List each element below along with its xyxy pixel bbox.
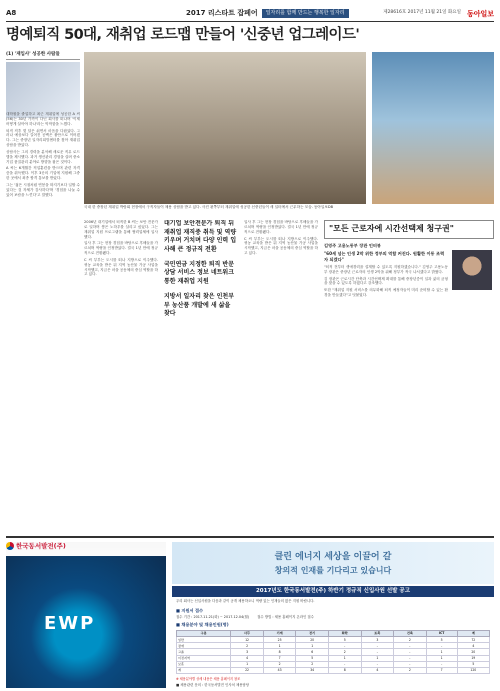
table-cell: 5 — [296, 655, 329, 661]
pullquote-3: 지방서 일자리 찾은 인천부부 농산품 개발에 새 삶을 찾다 — [164, 292, 235, 318]
table-cell: 2 — [394, 637, 427, 643]
body-paragraph: C 씨 부부는 도시를 떠나 지방으로 이주했다. 귀농 교육을 받은 뒤 지역 농산물 가공 사업을 시작했고, 지금은 마을 공동체의 중심 역할을 하고 있다. — [244, 236, 318, 256]
table-cell: 12 — [231, 637, 264, 643]
application-period: 접수 기간 : 2017.11.21(화) ~ 2017.12.04(월) — [176, 614, 250, 619]
recruitment-notice — [172, 542, 494, 688]
table-cell: 2 — [296, 661, 329, 667]
table-cell: 20 — [296, 637, 329, 643]
company-logo — [6, 542, 166, 551]
main-photo — [84, 52, 366, 204]
table-cell: 2 — [263, 661, 296, 667]
table-cell: 1 — [328, 655, 361, 661]
interview-subhead: "60세 넘는 인생 2막 위한 정부의 역할 커진다. 원활한 이동 조력자 되겠다" — [324, 251, 445, 263]
table-cell: 7 — [263, 655, 296, 661]
table-cell: 22 — [231, 667, 264, 673]
ad-slogan-1: 클린 에너지 세상을 이끌어 갈 — [274, 551, 392, 562]
portrait-photo — [6, 62, 80, 118]
table-cell: 계 — [177, 667, 231, 673]
minister-portrait — [452, 250, 492, 290]
company-logo-icon — [6, 542, 14, 550]
headline: 명예퇴직 50대, 재취업 로드맵 만들어 '신중년 업그레이드' — [6, 27, 360, 43]
interview-paragraph: 김 장관은 근로시간 단축과 시간선택제 확대를 통해 중장년층이 일과 삶의 균형을 찾을 수 있도록 하겠다고 강조했다. — [324, 276, 448, 286]
table-cell: 고졸 — [177, 649, 231, 655]
application-method: 접수 방법 : 채용 홈페이지 온라인 접수 — [257, 614, 314, 619]
table-cell: - — [328, 643, 361, 649]
table-cell: - — [394, 649, 427, 655]
interview-paragraph: "퇴직 전부터 생애경력을 설계할 수 있도록 지원하겠습니다." 김영주 고용노동부 장관은 중장년 근로자의 인생 2막을 위해 정부가 적극 나서겠다고 밝혔다. — [324, 264, 448, 274]
pullquote-2: 국민연금 지정한 퇴직 반문 상담 서비스 정보 네트워크 통한 재취업 지원 — [164, 260, 235, 286]
interview-paragraph: 또한 "재취업 지원 서비스를 의무화해 퇴직 예정자들이 미리 준비할 수 있는 환경을 만들겠다"고 덧붙였다. — [324, 288, 448, 298]
company-name: 한국동서발전(주) — [16, 542, 66, 550]
table-cell: - — [426, 643, 457, 649]
table-cell: - — [361, 649, 394, 655]
table-header-cell: 토목 — [361, 630, 394, 636]
table-cell: 1 — [361, 655, 394, 661]
table-cell: - — [394, 655, 427, 661]
table-header-cell: 화학 — [328, 630, 361, 636]
table-cell: - — [328, 661, 361, 667]
table-cell: 2 — [394, 667, 427, 673]
interview-subtitle: 김영주 고용노동부 장관 인터뷰 — [324, 242, 381, 248]
issue-date: 제28616호 2017년 11월 21일 화요일 — [383, 10, 461, 16]
body-paragraph: 그는 '젊은 시절처럼 연봉을 따지기보다 일할 수 있다는 것 자체가 감사하다'며 '경험을 나눌 수 있어 보람을 느낀다'고 말했다. — [6, 182, 80, 197]
photo-caption: 국내 한 중장년 재취업 박람회 현장에서 구직자들이 채용 상담을 받고 있다. 사진 왼쪽부터 재취업에 성공한 신중년들이 새 일터에서 근무하는 모습. 동아일보DB — [84, 205, 334, 209]
table-header-cell: 구분 — [177, 630, 231, 636]
table-cell: - — [426, 661, 457, 667]
pullquote-1: 대기업 보안전문가 퇴직 뒤 재취업 재직중 취득 및 역량 키우며 거치며 다양 인력 입사해 큰 정규직 전환 — [164, 220, 237, 254]
table-cell: 2 — [328, 649, 361, 655]
table-cell: 8 — [328, 667, 361, 673]
table-cell: 1 — [231, 661, 264, 667]
application-label: ■ 지원서 접수 — [176, 608, 204, 614]
table-cell: 4 — [457, 643, 489, 649]
table-cell: 4 — [361, 667, 394, 673]
table-label: ■ 채용분야 및 채용인원(명) — [176, 622, 229, 628]
table-cell: 72 — [457, 637, 489, 643]
pullquote-column — [164, 220, 238, 530]
table-cell: 25 — [263, 637, 296, 643]
table-cell: 7 — [426, 667, 457, 673]
table-cell: 6 — [296, 649, 329, 655]
table-cell: 3 — [361, 637, 394, 643]
table-cell: 3 — [231, 649, 264, 655]
series-tag: (1) '재입사' 성공한 사람들 — [6, 52, 80, 60]
ad-banner — [172, 542, 494, 584]
table-cell: 2 — [231, 643, 264, 649]
interview-title: "모든 근로자에 시간선택제 청구권" — [324, 220, 494, 239]
body-paragraph: C 씨 부부는 도시를 떠나 지방으로 이주했다. 귀농 교육을 받은 뒤 지역 농산물 가공 사업을 시작했고, 지금은 마을 공동체의 중심 역할을 하고 있다. — [84, 257, 158, 277]
table-cell: 19 — [457, 655, 489, 661]
notice-title: 2017년도 한국동서발전(주) 하반기 정규직 신입사원 선발 공고 — [172, 586, 494, 597]
table-cell: - — [394, 661, 427, 667]
paper-logo: 동아일보 — [466, 8, 494, 18]
table-cell: 이전지역 — [177, 655, 231, 661]
table-cell: 1 — [426, 655, 457, 661]
page-number: A8 — [6, 8, 17, 17]
table-cell: - — [394, 643, 427, 649]
table-cell: - — [361, 661, 394, 667]
table-cell: 4 — [231, 655, 264, 661]
table-header-cell: 사무 — [231, 630, 264, 636]
table-cell: 34 — [296, 667, 329, 673]
body-paragraph: 퇴직 직후 몇 달은 쉬면서 마음을 다잡았다. 그러나 예상보다 길어진 공백은 불안으로 이어졌다. 그는 중장년 일자리희망센터를 찾아 재취업 상담을 받았다. — [6, 128, 80, 148]
table-cell: 보훈 — [177, 661, 231, 667]
body-paragraph: 입사 후 그는 현장 경험을 바탕으로 후배들을 가르치며 역량을 인정받았다. 결국 1년 만에 정규직으로 전환됐다. — [244, 220, 318, 234]
advertisement — [6, 536, 494, 686]
masthead — [6, 6, 494, 22]
intro-paragraph: 대학원을 졸업하고 최근 재취업에 성공한 A 씨(56)는 30년 가까이 다닌 회사를 떠나며 '이제 어떻게 살아야 하나'라는 막막함을 느꼈다. — [6, 112, 80, 126]
ad-brand-panel — [6, 542, 166, 688]
article-column-4 — [244, 220, 318, 530]
table-cell: - — [361, 643, 394, 649]
table-header-cell: 건축 — [394, 630, 427, 636]
farmer-photo — [372, 52, 494, 204]
table-cell: 20 — [457, 649, 489, 655]
table-cell: 1 — [263, 643, 296, 649]
table-header-cell: 기계 — [263, 630, 296, 636]
contact-info: ■ 채용관련 문의 : 한국동서발전 인사처 채용담당 — [176, 683, 250, 688]
body-paragraph: 2006년 대기업에서 퇴직한 B 씨는 보안 전문가로 일하며 쌓은 노하우를 살리고 싶었다. 그는 재취업 지원 프로그램을 통해 협력업체에 입사했다. — [84, 220, 158, 239]
table-cell: 1 — [426, 649, 457, 655]
article-column-2 — [84, 220, 158, 530]
table-header-cell: ICT — [426, 630, 457, 636]
table-row — [177, 667, 490, 673]
table-header-cell: 계 — [457, 630, 489, 636]
table-cell: 120 — [457, 667, 489, 673]
body-paragraph: 상담사는 그의 경력을 분석해 새로운 직무 로드맵을 제시했다. 과거 생산관리 경험을 살려 중소기업 품질관리 분야로 방향을 잡은 것이다. — [6, 149, 80, 164]
table-footnote: ※ 채용분야별 상세 내용은 채용 홈페이지 참조 — [176, 677, 241, 682]
table-cell: 5 — [426, 637, 457, 643]
notice-intro: 우리 회사는 신입사원을 다음과 같이 공개 채용하오니 역량 있는 인재들의 많은 지원 바랍니다. — [176, 599, 315, 604]
section-title: 2017 리스타트 잡페어 — [186, 8, 258, 17]
ad-slogan-2: 창의적 인재를 기다리고 있습니다 — [274, 564, 392, 575]
recruitment-table — [176, 630, 490, 674]
application-info — [172, 614, 494, 621]
left-photo-block — [6, 52, 80, 118]
table-header-cell: 전기 — [296, 630, 329, 636]
table-cell: 43 — [263, 667, 296, 673]
table-cell: 장애 — [177, 643, 231, 649]
section-tag: 일자리를 함께 만드는 행복한 일자리 — [262, 9, 349, 18]
ewp-logo-text: EWP — [44, 613, 96, 634]
table-cell: 일반 — [177, 637, 231, 643]
table-cell: 1 — [296, 643, 329, 649]
table-cell: 5 — [457, 661, 489, 667]
article-column-1 — [6, 112, 80, 530]
body-paragraph: A 씨는 6개월간 직업훈련을 받으며 관련 자격증을 취득했다. 이후 3곳의 기업에 지원해 그중 한 곳에서 최종 합격 통보를 받았다. — [6, 166, 80, 181]
table-cell: 8 — [263, 649, 296, 655]
table-cell: 5 — [328, 637, 361, 643]
body-paragraph: 입사 후 그는 현장 경험을 바탕으로 후배들을 가르치며 역량을 인정받았다. 결국 1년 만에 정규직으로 전환됐다. — [84, 241, 158, 256]
